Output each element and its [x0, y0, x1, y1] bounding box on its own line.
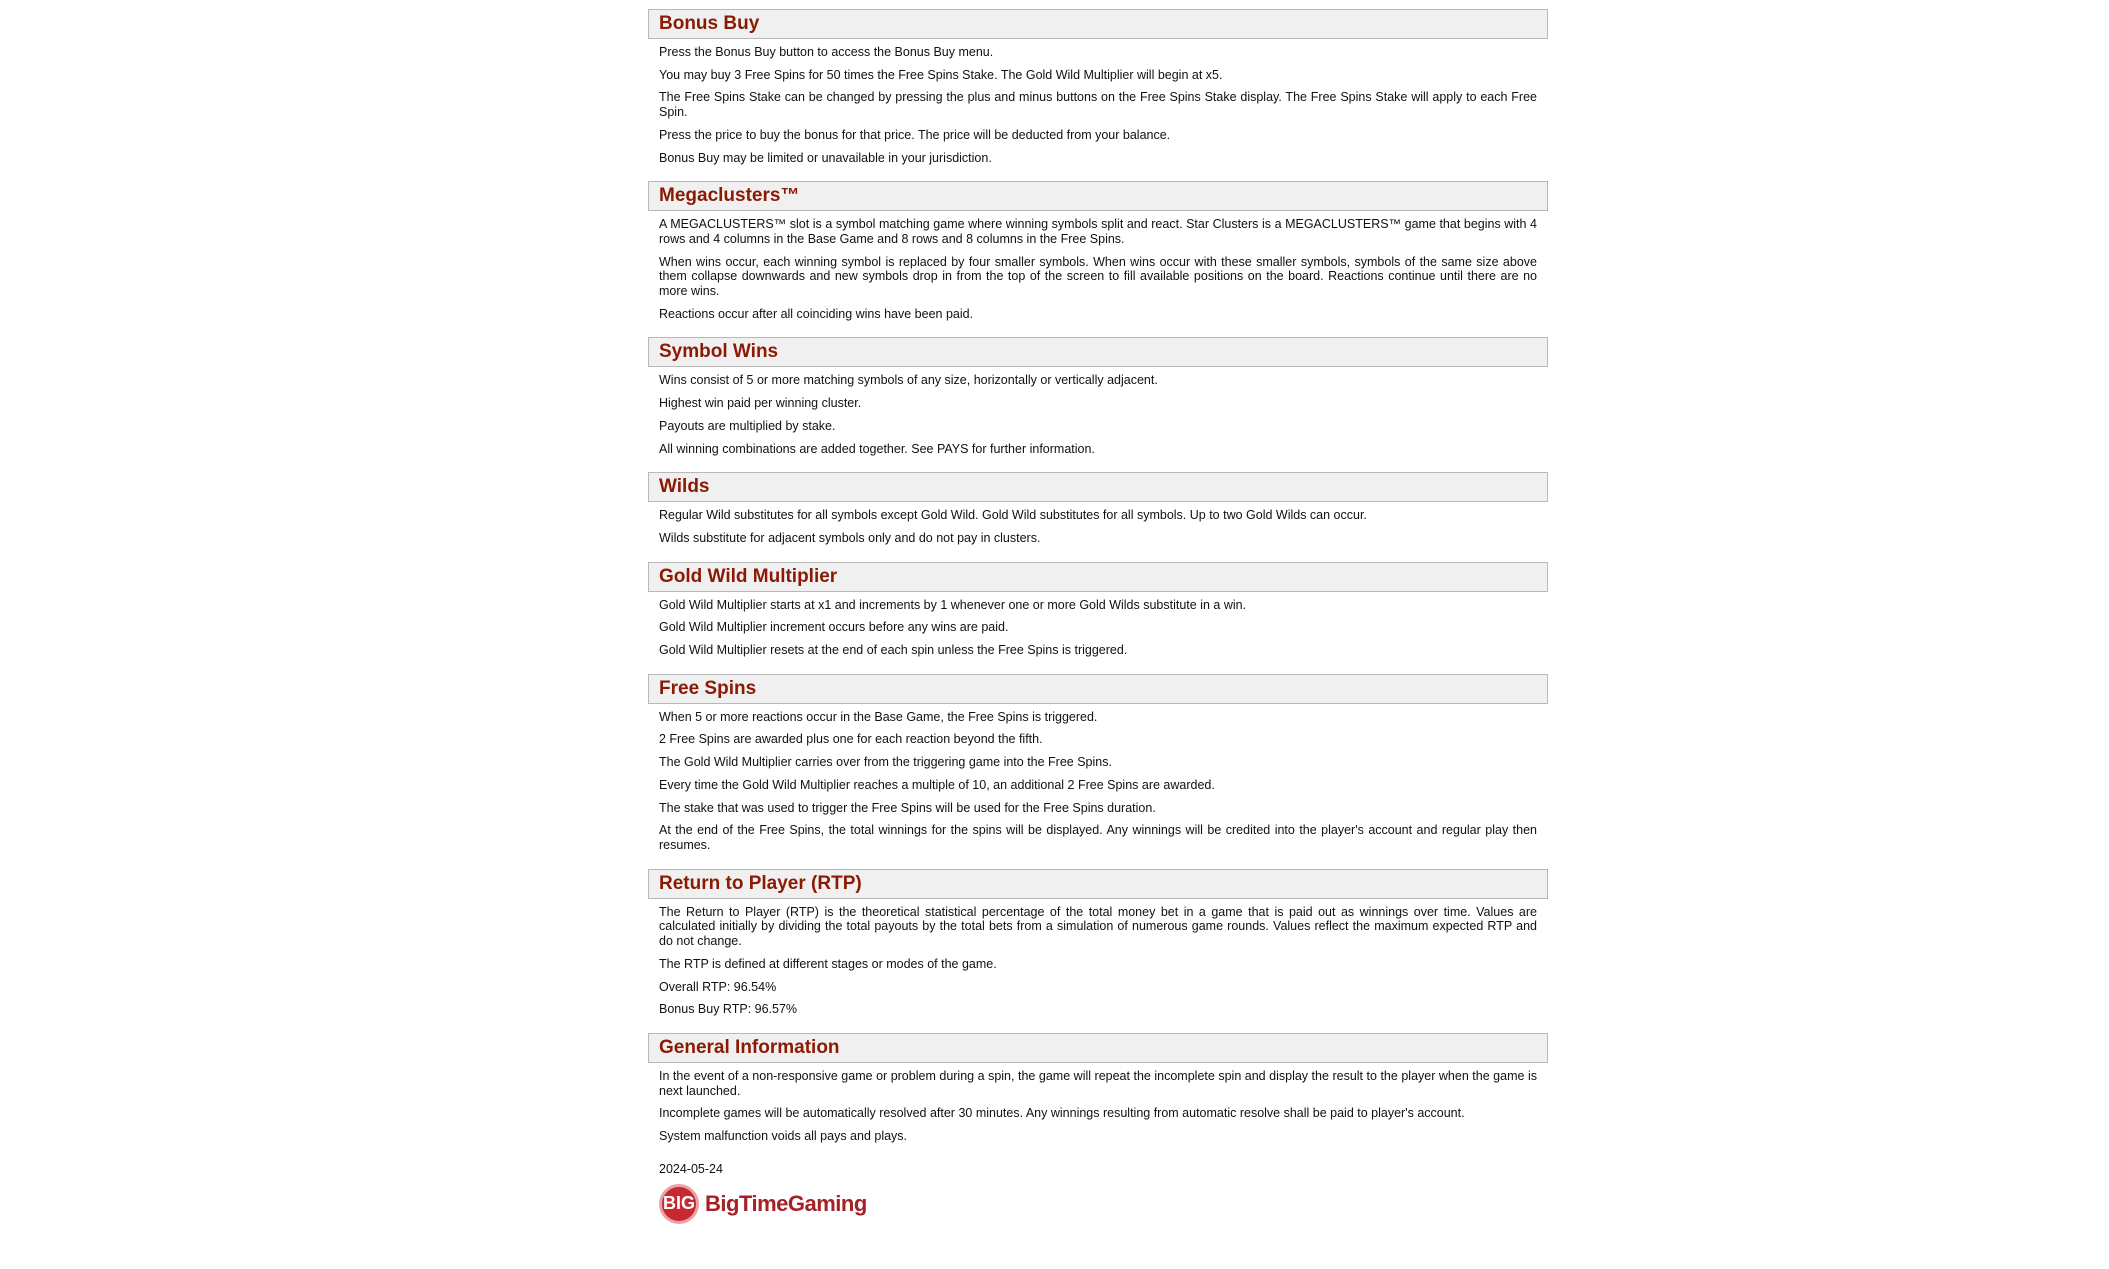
section-body — [648, 1063, 1548, 1144]
paragraph: Press the price to buy the bonus for that price. The price will be deducted from your balance. — [659, 127, 1171, 142]
section-header — [648, 562, 1548, 592]
section-megaclusters — [648, 181, 1548, 321]
section-wilds — [648, 472, 1548, 545]
paragraph: Highest win paid per winning cluster. — [659, 396, 862, 411]
logo-badge-icon: BIG — [659, 1184, 699, 1224]
paragraph: All winning combinations are added together. See PAYS for further information. — [659, 441, 1095, 456]
section-gold-wild-multiplier — [648, 562, 1548, 658]
paragraph: Every time the Gold Wild Multiplier reaches a multiple of 10, an additional 2 Free Spins are awarded. — [659, 777, 1215, 792]
sections-container — [648, 9, 1548, 1144]
paragraph: Incomplete games will be automatically resolved after 30 minutes. Any winnings resulting from automatic resolve shall be paid to player's account. — [659, 1106, 1465, 1121]
section-header — [648, 869, 1548, 899]
section-body — [648, 899, 1548, 1017]
section-title: General Information — [659, 1036, 840, 1058]
section-title: Megaclusters™ — [659, 185, 800, 207]
section-header — [648, 1033, 1548, 1063]
rules-page — [648, 9, 1548, 1224]
section-body — [648, 39, 1548, 165]
paragraph: At the end of the Free Spins, the total winnings for the spins will be displayed. Any winnings will be credited into the player's account and regular play then resumes. — [659, 823, 1537, 852]
paragraph: Press the Bonus Buy button to access the Bonus Buy menu. — [659, 45, 994, 59]
paragraph: Gold Wild Multiplier resets at the end of each spin unless the Free Spins is triggered. — [659, 643, 1128, 658]
section-header — [648, 9, 1548, 39]
bigtimegaming-logo — [659, 1186, 1537, 1222]
paragraph: The stake that was used to trigger the Free Spins will be used for the Free Spins duration. — [659, 800, 1156, 815]
paragraph: In the event of a non-responsive game or problem during a spin, the game will repeat the incomplete spin and display the result to the player when the game is next launched. — [659, 1068, 1537, 1098]
document-date: 2024-05-24 — [659, 1161, 723, 1176]
footer — [648, 1160, 1548, 1224]
section-title: Symbol Wins — [659, 341, 779, 363]
paragraph: The Return to Player (RTP) is the theoretical statistical percentage of the total money bet in a game that is paid out as winnings over time. Values are calculated initially by dividing the total payouts by the total bets from a simulation of numerous game rounds. Values reflect the maximum expected RTP and do not change. — [659, 904, 1537, 949]
section-body — [648, 704, 1548, 853]
paragraph: Reactions occur after all coinciding wins have been paid. — [659, 306, 974, 321]
paragraph: Bonus Buy RTP: 96.57% — [659, 1002, 798, 1017]
paragraph: The Gold Wild Multiplier carries over from the triggering game into the Free Spins. — [659, 755, 1112, 770]
paragraph: Wins consist of 5 or more matching symbols of any size, horizontally or vertically adjacent. — [659, 373, 1158, 388]
section-header — [648, 181, 1548, 211]
section-body — [648, 367, 1548, 456]
paragraph: Overall RTP: 96.54% — [659, 979, 777, 994]
section-symbol-wins — [648, 337, 1548, 456]
paragraph: Gold Wild Multiplier starts at x1 and increments by 1 whenever one or more Gold Wilds substitute in a win. — [659, 597, 1247, 612]
paragraph: 2 Free Spins are awarded plus one for each reaction beyond the fifth. — [659, 732, 1043, 747]
paragraph: System malfunction voids all pays and plays. — [659, 1129, 908, 1144]
paragraph: Regular Wild substitutes for all symbols except Gold Wild. Gold Wild substitutes for all symbols. Up to two Gold Wilds can occur. — [659, 508, 1367, 523]
paragraph: When 5 or more reactions occur in the Base Game, the Free Spins is triggered. — [659, 709, 1098, 724]
paragraph: You may buy 3 Free Spins for 50 times the Free Spins Stake. The Gold Wild Multiplier will begin at x5. — [659, 67, 1223, 82]
section-header — [648, 674, 1548, 704]
section-general-information — [648, 1033, 1548, 1144]
logo-text: BigTimeGaming — [705, 1190, 867, 1216]
section-title: Return to Player (RTP) — [659, 872, 862, 894]
paragraph: A MEGACLUSTERS™ slot is a symbol matching game where winning symbols split and react. Star Clusters is a MEGACLUSTERS™ game that begins with 4 rows and 4 columns in the Base Game and 8 rows and 8 columns in the Free Spins. — [659, 217, 1537, 246]
section-body — [648, 502, 1548, 545]
section-title: Wilds — [659, 476, 710, 498]
section-title: Bonus Buy — [659, 13, 760, 34]
paragraph: Payouts are multiplied by stake. — [659, 418, 836, 433]
section-body — [648, 211, 1548, 321]
section-header — [648, 337, 1548, 367]
paragraph: Wilds substitute for adjacent symbols only and do not pay in clusters. — [659, 530, 1041, 545]
section-return-to-player-rtp — [648, 869, 1548, 1017]
paragraph: Gold Wild Multiplier increment occurs before any wins are paid. — [659, 620, 1009, 635]
section-body — [648, 592, 1548, 658]
section-header — [648, 472, 1548, 502]
section-bonus-buy — [648, 9, 1548, 165]
section-title: Gold Wild Multiplier — [659, 565, 838, 587]
paragraph: The Free Spins Stake can be changed by pressing the plus and minus buttons on the Free Spins Stake display. The Free Spins Stake will apply to each Free Spin. — [659, 90, 1537, 120]
paragraph: The RTP is defined at different stages or modes of the game. — [659, 956, 997, 971]
section-title: Free Spins — [659, 677, 757, 699]
paragraph: Bonus Buy may be limited or unavailable in your jurisdiction. — [659, 150, 992, 165]
paragraph: When wins occur, each winning symbol is replaced by four smaller symbols. When wins occur with these smaller symbols, symbols of the same size above them collapse downwards and new symbols drop in from the top of the screen to fill available positions on the board. Reactions continue until there are no more wins. — [659, 254, 1537, 299]
section-free-spins — [648, 674, 1548, 853]
